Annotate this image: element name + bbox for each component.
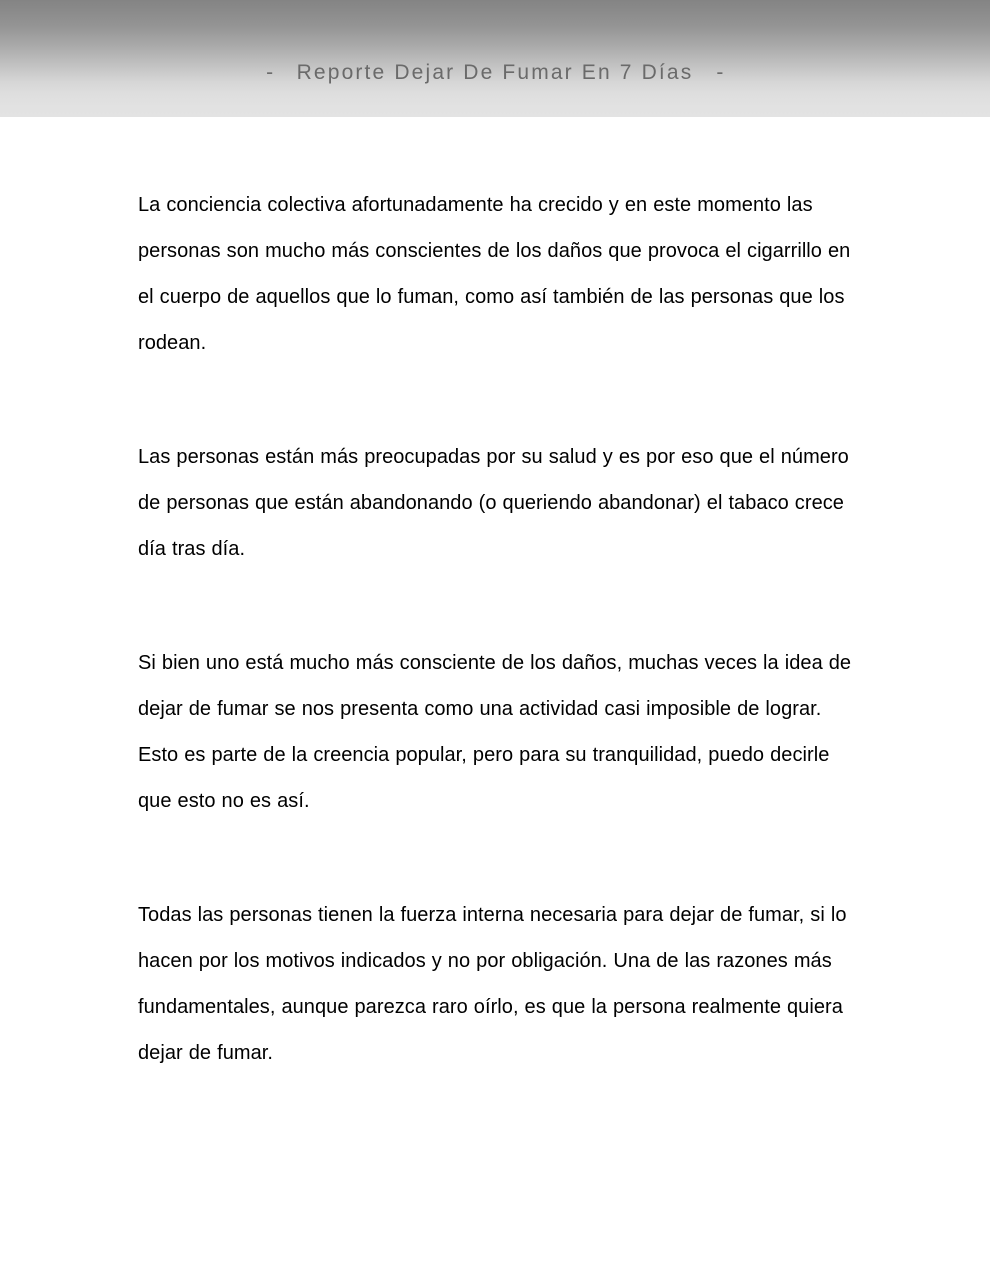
body-paragraph-4: Todas las personas tienen la fuerza interna necesaria para dejar de fumar, si lo hacen por los motivos indicados y no por obligación. Una de las razones más fundamentales, aunque parezca raro oírlo, es que la persona realmente quiera dejar de fumar.	[138, 904, 847, 1064]
header-trailing-dash: -	[716, 61, 724, 84]
document-body	[138, 182, 856, 1076]
page-title: Reporte Dejar De Fumar En 7 Días	[296, 61, 694, 84]
page-header-banner	[0, 0, 990, 117]
body-paragraph-3: Si bien uno está mucho más consciente de los daños, muchas veces la idea de dejar de fumar se nos presenta como una actividad casi imposible de lograr. Esto es parte de la creencia popular, pero para su tranquilidad, puedo decirle que esto no es así.	[138, 652, 852, 812]
body-paragraph-2: Las personas están más preocupadas por su salud y es por eso que el número de personas que están abandonando (o queriendo abandonar) el tabaco crece día tras día.	[138, 446, 849, 560]
header-leading-dash: -	[266, 61, 274, 84]
body-paragraph-1: La conciencia colectiva afortunadamente ha crecido y en este momento las personas son mucho más conscientes de los daños que provoca el cigarrillo en el cuerpo de aquellos que lo fuman, como así también de las personas que los rodean.	[138, 194, 851, 354]
header-title-group	[0, 62, 990, 83]
